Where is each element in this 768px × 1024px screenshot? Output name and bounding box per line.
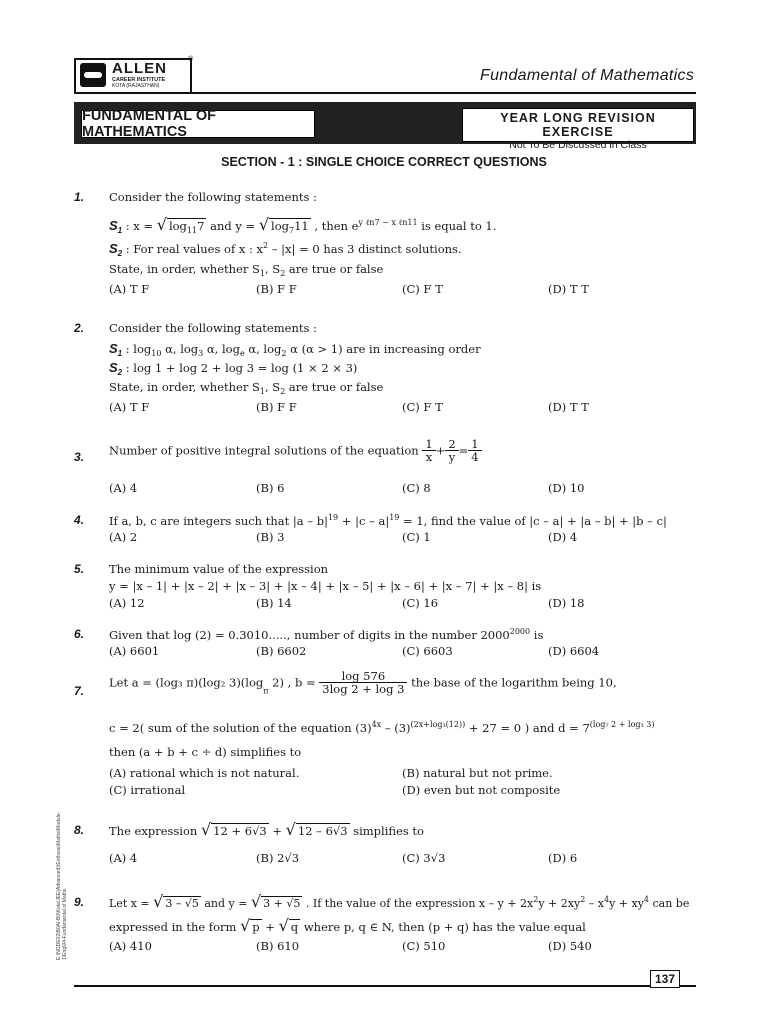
text: can be (649, 897, 690, 910)
allen-logo (74, 58, 192, 94)
text: is equal to 1. (417, 219, 497, 233)
exercise-title: YEAR LONG REVISION EXERCISE (500, 111, 656, 139)
text: expressed in the form (109, 920, 241, 934)
radical-icon: √ (285, 820, 296, 839)
text: ( sum of the solution of the equation (3) (139, 721, 372, 735)
log-base: 10 (151, 349, 162, 358)
option-a[interactable]: (A) 12 (109, 596, 145, 610)
radicand: 12 + 6√3 (213, 824, 267, 838)
s-sub: 2 (117, 249, 123, 258)
radical-icon: √ (153, 892, 164, 911)
option-b[interactable]: (B) 2√3 (256, 851, 300, 865)
option-c[interactable]: (C) F T (402, 400, 443, 414)
q7-line1 (109, 670, 617, 696)
exponent: 2 (533, 895, 539, 904)
s-letter: S (109, 341, 118, 356)
log-base: π (263, 686, 269, 696)
statement-s1 (109, 215, 496, 235)
option-c[interactable]: (C) 8 (402, 481, 431, 495)
registered-mark: ® (188, 56, 194, 63)
side-file-path: E:\NODE02\B0AI-B0\Kota\JEE(Advanced)\Enthuse\Maths\Module-1\Eng\04-Fundamental of Maths (56, 811, 68, 960)
state-line (109, 262, 383, 278)
question-number: 9. (74, 895, 85, 909)
exponent: y ℓn7 − x ℓn11 (358, 218, 418, 227)
option-a[interactable]: (A) T F (109, 282, 150, 296)
text: : x = (122, 219, 157, 233)
text: The expression (109, 824, 198, 838)
option-b[interactable]: (B) 3 (256, 530, 285, 544)
log-base: 2 (281, 349, 287, 358)
text: Let a = (109, 675, 156, 690)
text: α, log (161, 342, 199, 356)
text: is (530, 628, 544, 642)
radicand (269, 218, 311, 233)
option-d[interactable]: (D) 18 (548, 596, 585, 610)
option-d[interactable]: (D) 4 (548, 530, 578, 544)
radical-icon: √ (250, 892, 262, 911)
radicand: p (252, 920, 260, 934)
text: are true or false (285, 262, 384, 276)
fraction (445, 438, 458, 463)
fraction (319, 670, 407, 695)
option-b[interactable]: (B) F F (256, 400, 297, 414)
option-c[interactable]: (C) 510 (402, 939, 446, 953)
question-number: 7. (74, 684, 85, 698)
text: y + xy (609, 897, 644, 910)
option-c[interactable]: (C) F T (402, 282, 443, 296)
text: where p, q ∈ N, then (p + q) has the value equal (300, 920, 586, 934)
text: , S (264, 262, 281, 276)
s-letter: S (109, 241, 118, 256)
option-a[interactable]: (A) 4 (109, 851, 138, 865)
text: the base of the logarithm being 10, (407, 675, 617, 690)
s1-label (109, 341, 122, 356)
text: then (109, 745, 139, 759)
option-d[interactable]: (D) even but not composite (402, 783, 561, 797)
option-c[interactable]: (C) 16 (402, 596, 439, 610)
operator: + (268, 824, 286, 838)
operator: = (458, 443, 469, 458)
running-title: Fundamental of Mathematics (480, 67, 695, 84)
text: y + 2xy (538, 897, 581, 910)
statement-s2 (109, 241, 462, 258)
option-a[interactable]: (A) 410 (109, 939, 152, 953)
option-a[interactable]: (A) 4 (109, 481, 138, 495)
s-letter: S (109, 218, 118, 233)
exponent: 19 (327, 513, 339, 522)
exponent: (log₇ 2 + log₃ 3) (589, 720, 655, 729)
text: State, in order, whether S (109, 380, 260, 394)
log-base: 7 (289, 226, 295, 235)
exercise-box (462, 108, 694, 151)
statement-s1 (109, 341, 481, 358)
log-base: 11 (186, 226, 198, 235)
option-d[interactable]: (D) 6604 (548, 644, 600, 658)
exponent: 2 (580, 895, 586, 904)
option-a[interactable]: (A) 6601 (109, 644, 160, 658)
text: State, in order, whether S (109, 262, 260, 276)
text: : log (122, 342, 152, 356)
question-number: 3. (74, 450, 85, 464)
option-d[interactable]: (D) T T (548, 400, 589, 414)
q7-line2 (109, 720, 654, 735)
numerator: 1 (468, 438, 481, 451)
question-stem (109, 892, 689, 911)
text: and d = 7 (529, 721, 590, 735)
log: log (168, 219, 187, 233)
log-base: e (239, 349, 245, 358)
text: + |c – a| (338, 514, 390, 528)
option-a[interactable]: (A) rational which is not natural. (109, 766, 300, 780)
exponent: 2 (263, 241, 269, 250)
sub: 1 (259, 269, 265, 278)
radicand (167, 218, 206, 233)
text: Given that log (2) = 0.3010....., number of digits in the number 2000 (109, 628, 510, 642)
logo-line2: KOTA (RAJASTHAN) (112, 83, 160, 89)
car-icon (80, 63, 106, 87)
text: + 27 = 0 ) (465, 721, 530, 735)
radical-icon: √ (240, 916, 251, 935)
footer-rule (74, 985, 650, 987)
s-letter: S (109, 360, 118, 375)
option-d[interactable]: (D) T T (548, 282, 589, 296)
radical-icon: √ (200, 820, 212, 839)
question-number: 6. (74, 627, 85, 641)
question-stem: Consider the following statements : (109, 190, 317, 204)
logo-line1: CAREER INSTITUTE (112, 77, 166, 83)
radicand: 3 + √5 (263, 897, 301, 910)
question-stem: Number of positive integral solutions of the equation (109, 443, 419, 458)
operator: + (261, 920, 279, 934)
option-d[interactable]: (D) 6 (548, 851, 578, 865)
section-title: SECTION - 1 : SINGLE CHOICE CORRECT QUESTIONS (221, 155, 547, 169)
sub: 2 (280, 269, 286, 278)
option-b[interactable]: (B) natural but not prime. (402, 766, 553, 780)
s2-label (109, 360, 122, 375)
log-arg: 11 (294, 219, 309, 233)
text: α, log (203, 342, 240, 356)
text: , b = (284, 675, 320, 690)
option-b[interactable]: (B) F F (256, 282, 297, 296)
radicand: 12 – 6√3 (297, 824, 348, 838)
exponent: 19 (389, 513, 400, 522)
option-c[interactable]: (C) 6603 (402, 644, 453, 658)
option-c[interactable]: (C) 3√3 (402, 851, 446, 865)
option-b[interactable]: (B) 610 (256, 939, 300, 953)
denominator: 4 (471, 450, 479, 464)
text: : For real values of x : x (122, 242, 264, 256)
question-stem (109, 627, 543, 642)
exponent: 4 (603, 895, 610, 904)
log-arg: 7 (197, 219, 205, 233)
option-a[interactable]: (A) 2 (109, 530, 138, 544)
s-sub: 2 (117, 368, 123, 377)
expression: y = |x – 1| + |x – 2| + |x – 3| + |x – 4| + |x – 5| + |x – 6| + |x – 7| + |x – 8| is (109, 579, 542, 593)
sub: 2 (280, 387, 286, 396)
question-stem-line (109, 438, 482, 463)
text: , S (264, 380, 281, 394)
sub: 1 (259, 387, 265, 396)
radical-icon: √ (258, 215, 270, 234)
text: = 1, find the value of |c – a| + |a – b| + |b – c| (399, 514, 667, 528)
q9-line2 (109, 916, 586, 935)
s-sub: 1 (117, 349, 123, 358)
s2-label (109, 241, 122, 256)
question-stem: Consider the following statements : (109, 321, 317, 335)
radical-icon: √ (278, 916, 289, 935)
option-c[interactable]: (C) 1 (402, 530, 431, 544)
question-number: 4. (74, 513, 85, 527)
fraction (468, 438, 481, 463)
radicand: 3 – √5 (165, 897, 199, 910)
header-rule (74, 92, 696, 94)
text: and y = (206, 219, 259, 233)
radicand: q (290, 920, 299, 934)
exponent: 4x (371, 720, 382, 729)
statement-s2 (109, 360, 357, 377)
numerator: 1 (422, 438, 435, 451)
option-d[interactable]: (D) 10 (548, 481, 585, 495)
question-number: 1. (74, 190, 85, 204)
text: α, log (244, 342, 282, 356)
exponent: (2x+log₃(12)) (410, 720, 466, 729)
exercise-note: Not To Be Discussed in Class (509, 139, 647, 151)
option-b[interactable]: (B) 6602 (256, 644, 307, 658)
text: , then e (310, 219, 359, 233)
operator: + (435, 443, 446, 458)
log: log (271, 219, 289, 233)
expression: 2) (268, 675, 284, 690)
text: α (α > 1) are in increasing order (286, 342, 481, 356)
option-a[interactable]: (A) T F (109, 400, 150, 414)
radical-icon: √ (156, 215, 167, 234)
denominator: x (425, 450, 433, 464)
text: c = 2 (109, 721, 140, 735)
text: and y = (200, 897, 251, 910)
question-stem (109, 820, 424, 839)
option-c[interactable]: (C) irrational (109, 783, 186, 797)
q7-line3 (109, 745, 301, 759)
question-stem: The minimum value of the expression (109, 562, 329, 576)
text: : log 1 + log 2 + log 3 = log (1 × 2 × 3) (122, 361, 358, 375)
text: Let x = (109, 897, 154, 910)
option-b[interactable]: (B) 14 (256, 596, 292, 610)
denominator: y (448, 450, 456, 464)
state-line (109, 380, 383, 396)
log-base: 3 (198, 349, 204, 358)
question-number: 8. (74, 823, 85, 837)
fraction (422, 438, 435, 463)
text: are true or false (285, 380, 384, 394)
text: . If the value of the expression x – y + 2x (302, 897, 534, 910)
text: simplifies to (226, 745, 302, 759)
question-number: 5. (74, 562, 85, 576)
exponent: 2000 (509, 627, 531, 636)
page-number: 137 (650, 970, 680, 988)
text: – x (585, 897, 604, 910)
exponent: 4 (643, 895, 650, 904)
text: simplifies to (349, 824, 424, 838)
numerator: log 576 (319, 670, 407, 683)
expression: (log₃ π)(log₂ 3)(log (155, 675, 264, 690)
question-stem (109, 513, 667, 528)
text: – (3) (381, 721, 411, 735)
denominator: 3log 2 + log 3 (322, 682, 405, 696)
option-b[interactable]: (B) 6 (256, 481, 285, 495)
option-d[interactable]: (D) 540 (548, 939, 592, 953)
expression: (a + b + c ÷ d) (138, 745, 227, 759)
logo-word: ALLEN (112, 60, 167, 77)
text: – |x| = 0 has 3 distinct solutions. (268, 242, 462, 256)
numerator: 2 (445, 438, 458, 451)
text: If a, b, c are integers such that |a – b| (109, 514, 328, 528)
s-sub: 1 (117, 226, 123, 235)
s1-label (109, 218, 122, 233)
chapter-title: FUNDAMENTAL OF MATHEMATICS (81, 110, 315, 138)
question-number: 2. (74, 321, 85, 335)
footer-rule-right (680, 985, 696, 987)
